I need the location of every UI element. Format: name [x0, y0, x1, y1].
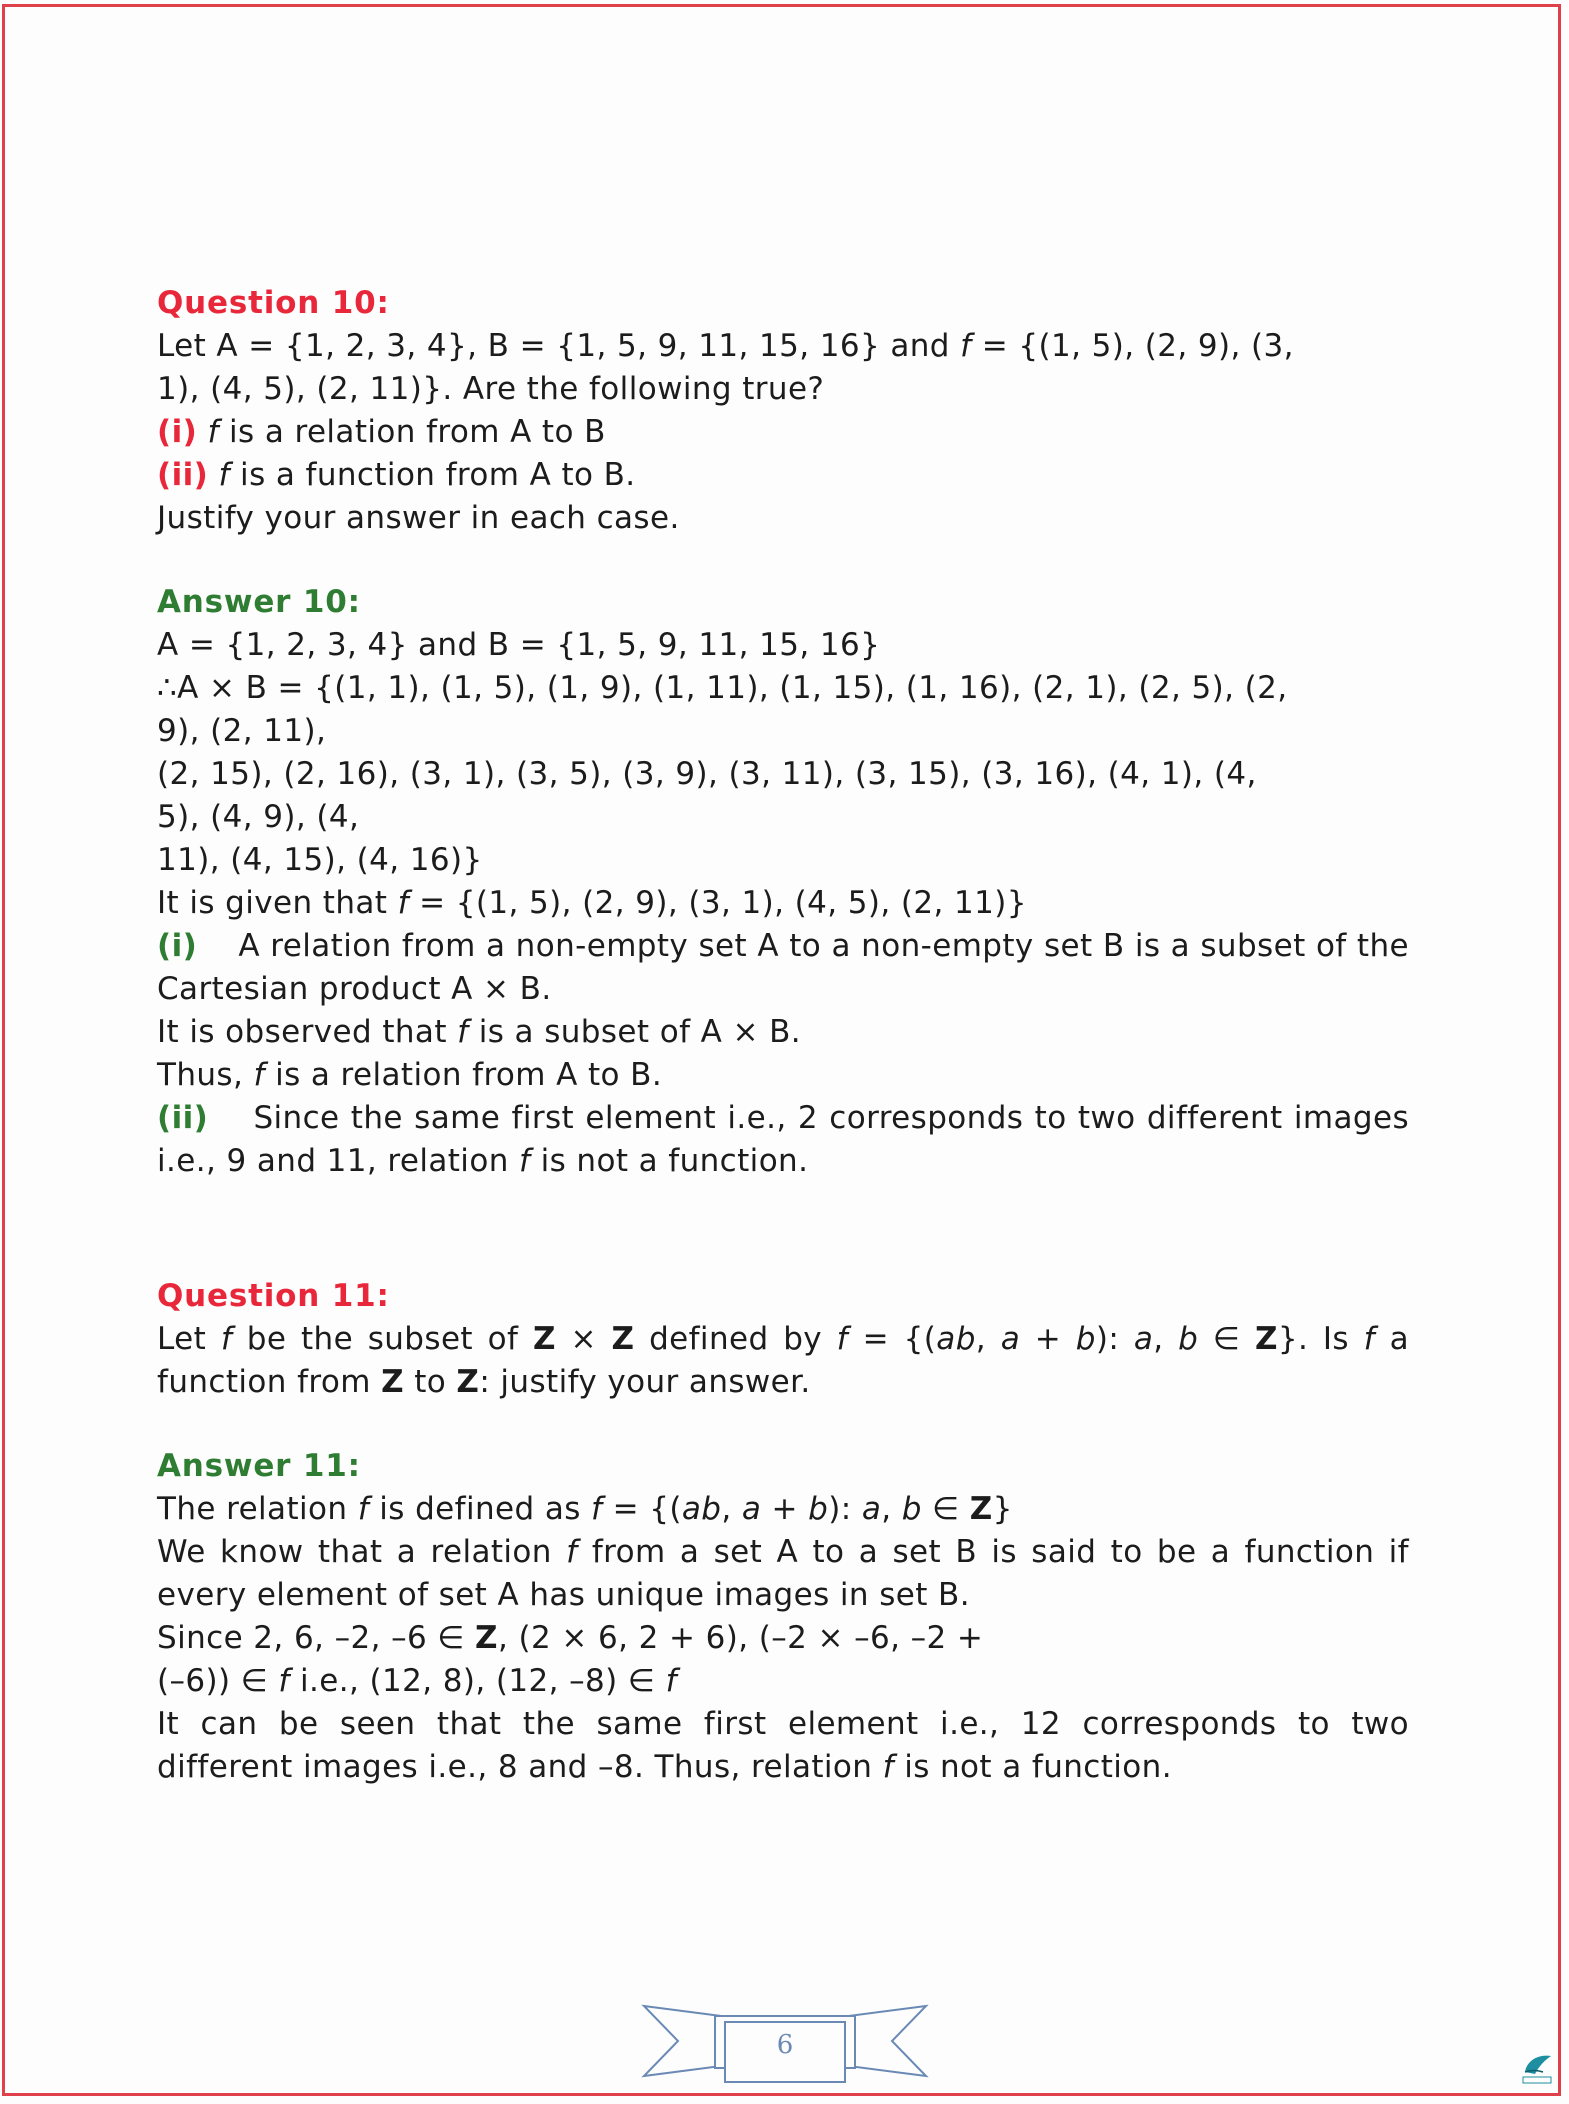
question-10-text-line2: 1), (4, 5), (2, 11)}. Are the following true? — [157, 371, 825, 407]
answer-10-product-line5: 11), (4, 15), (4, 16)} — [157, 842, 483, 878]
answer-10-product-line3: (2, 15), (2, 16), (3, 1), (3, 5), (3, 9), (3, 11), (3, 15), (3, 16), (4, 1), (4, — [157, 756, 1257, 792]
answer-10-observation: It is observed that f is a subset of A × B. — [157, 1014, 802, 1050]
answer-11-function-definition: We know that a relation f from a set A to a set B is said to be a function if every element of set A has unique images in set B. — [157, 1534, 1409, 1613]
answer-10-sets: A = {1, 2, 3, 4} and B = {1, 5, 9, 11, 15, 16} — [157, 627, 881, 663]
question-10-part-ii: (ii) f is a function from A to B. — [157, 457, 636, 493]
page-content — [157, 282, 1409, 1789]
question-10-text: Let A = {1, 2, 3, 4}, B = {1, 5, 9, 11, 15, 16} and f = {(1, 5), (2, 9), (3, — [157, 328, 1294, 364]
answer-11-heading: Answer 11: — [157, 1448, 361, 1484]
question-11-text: Let f be the subset of Z × Z defined by f = {(ab, a + b): a, b ∈ Z}. Is f a function from Z to Z: justify your answer. — [157, 1321, 1409, 1400]
answer-10-product-line4: 5), (4, 9), (4, — [157, 799, 360, 835]
answer-10-part-ii: (ii) Since the same first element i.e., 2 corresponds to two different images i.e., 9 and 11, relation f is not a function. — [157, 1100, 1409, 1179]
edurev-logo-icon — [1521, 2050, 1553, 2086]
answer-10-conclusion-i: Thus, f is a relation from A to B. — [157, 1057, 663, 1093]
question-10-part-i: (i) f is a relation from A to B — [157, 414, 606, 450]
question-10-heading: Question 10: — [157, 285, 390, 321]
page-number: 6 — [776, 2030, 794, 2060]
question-10-closing: Justify your answer in each case. — [157, 500, 680, 536]
answer-11-conclusion: It can be seen that the same first element i.e., 12 corresponds to two different images i.e., 8 and –8. Thus, relation f is not a function. — [157, 1706, 1409, 1785]
answer-10-product-line2: 9), (2, 11), — [157, 713, 327, 749]
answer-11-since: Since 2, 6, –2, –6 ∈ Z, (2 × 6, 2 + 6), (–2 × –6, –2 + — [157, 1620, 984, 1656]
answer-10-part-i: (i) A relation from a non-empty set A to a non-empty set B is a subset of the Cartesian product A × B. — [157, 928, 1409, 1007]
answer-10-given: It is given that f = {(1, 5), (2, 9), (3, 1), (4, 5), (2, 11)} — [157, 885, 1027, 921]
question-11-heading: Question 11: — [157, 1278, 390, 1314]
answer-10-heading: Answer 10: — [157, 584, 361, 620]
answer-10-product-line1: ∴A × B = {(1, 1), (1, 5), (1, 9), (1, 11), (1, 15), (1, 16), (2, 1), (2, 5), (2, — [157, 670, 1288, 706]
answer-11-membership: (–6)) ∈ f i.e., (12, 8), (12, –8) ∈ f — [157, 1663, 677, 1699]
answer-11-definition: The relation f is defined as f = {(ab, a + b): a, b ∈ Z} — [157, 1491, 1013, 1527]
